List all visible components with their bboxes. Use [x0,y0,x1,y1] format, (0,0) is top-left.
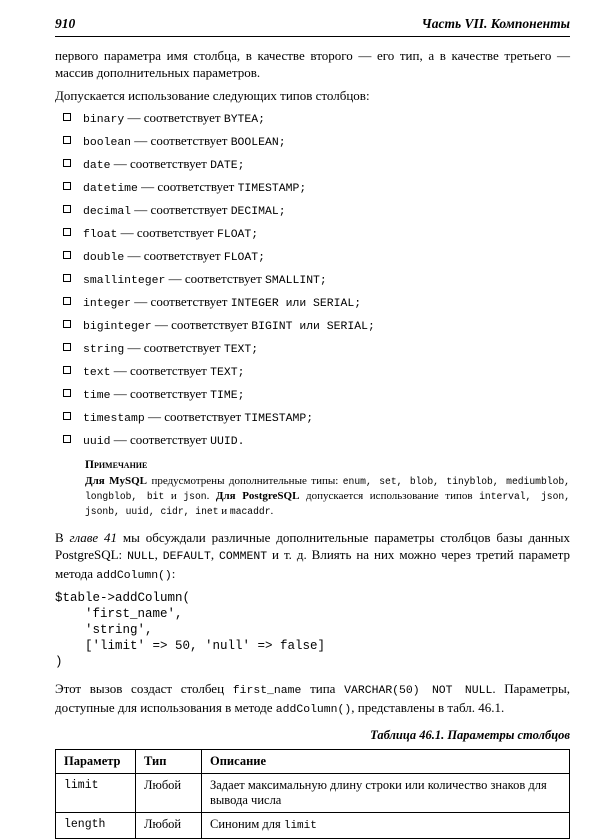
square-bullet-icon [63,389,71,397]
text-segment: COMMENT [219,550,268,563]
column-type-name: double [83,251,125,264]
list-item [63,109,570,128]
square-bullet-icon [63,182,71,190]
square-bullet-icon [63,228,71,236]
text-segment: и [164,490,184,502]
result-paragraph [55,680,570,718]
page-number: 910 [55,16,76,31]
column-type-target: TEXT; [210,366,245,379]
params-table [55,749,570,839]
text-segment: и т. д. Влиять на них можно через третий параметр метода [55,547,570,581]
column-type-target: TIME; [210,389,245,402]
text-segment: interval, json, jsonb, uuid, cidr, inet [85,491,571,517]
cell-description [202,774,570,813]
text-segment: addColumn() [275,703,352,716]
code-line: 'string', [55,623,153,637]
column-type-name: float [83,228,118,241]
text-segment: мы обсуждали различные дополнительные параметры столбцов базы данных PostgreSQL: [55,530,571,562]
list-item [63,339,570,358]
list-item [63,293,570,312]
column-type-target: SMALLINT; [265,274,327,287]
square-bullet-icon [63,343,71,351]
column-type-name: biginteger [83,320,152,333]
column-type-connector: — соответствует [131,202,231,217]
column-type-name: text [83,366,111,379]
chapter-ref-paragraph [55,529,570,584]
square-bullet-icon [63,274,71,282]
column-type-name: smallinteger [83,274,166,287]
column-type-target: TEXT; [223,343,259,356]
text-segment: Задает максимальную длину строки или количество знаков для вывода числа [210,778,547,807]
column-type-target: BIGINT или SERIAL; [251,320,375,333]
list-item [63,155,570,174]
text-segment: json [183,491,207,502]
column-type-name: boolean [83,136,132,149]
column-type-target: FLOAT; [223,251,266,264]
text-segment: addColumn() [96,569,172,582]
list-item [63,132,570,151]
note [85,458,570,519]
cell-param: limit [56,774,136,813]
column-type-connector: — соответствует [124,340,224,355]
list-item [63,201,570,220]
text-segment: first_name [232,684,302,697]
list-item [63,316,570,335]
column-type-connector: — соответствует [144,409,245,424]
square-bullet-icon [63,435,71,443]
list-item [63,385,570,404]
column-type-target: DECIMAL; [230,205,286,218]
square-bullet-icon [63,297,71,305]
text-segment: limit [283,820,317,832]
code-line: ) [55,655,63,669]
table-head [56,750,570,774]
text-segment: macaddr [229,506,271,517]
text-segment: . Параметры, доступные для использования в методе [55,681,571,715]
text-segment: . [270,505,274,517]
column-type-connector: — соответствует [110,156,211,171]
column-type-connector: — соответствует [110,432,211,447]
table-header-cell: Тип [136,750,202,774]
list-item [63,224,570,243]
note-title: Примечание [85,459,148,471]
intro-paragraph: первого параметра имя столбца, в качестве второго — его тип, а в качестве третьего — массив дополнительных параметров. [55,48,570,80]
cell-param: length [56,813,136,839]
text-segment: Для MySQL [85,475,148,487]
text-segment: допускается использование типов [299,490,480,502]
text-segment: DEFAULT [162,550,211,563]
text-segment: . [206,490,216,502]
text-segment: , представлены в табл. 46.1. [351,700,505,715]
column-type-target: BOOLEAN; [230,136,286,149]
table-row [56,813,570,839]
text-segment: главе 41 [69,530,118,545]
table-header-cell: Параметр [56,750,136,774]
table-header-cell: Описание [202,750,570,774]
text-segment: типа [301,681,345,696]
column-type-target: BYTEA; [223,113,266,126]
table-body [56,774,570,839]
column-type-name: decimal [83,205,132,218]
code-line: 'first_name', [55,607,183,621]
column-type-target: TIMESTAMP; [244,412,314,425]
column-type-name: datetime [83,182,138,195]
column-type-name: time [83,389,111,402]
text-segment: VARCHAR(50) NOT NULL [344,684,493,697]
square-bullet-icon [63,136,71,144]
code-line: $table->addColumn( [55,591,191,605]
text-segment: : [171,566,176,581]
list-item [63,362,570,381]
list-lead: Допускается использование следующих типов столбцов: [55,88,370,103]
column-type-name: string [83,343,125,356]
column-type-connector: — соответствует [124,110,224,125]
column-type-name: date [83,159,111,172]
column-type-connector: — соответствует [151,317,252,332]
text-segment: Синоним для [210,817,284,831]
text-segment: и [218,505,230,517]
cell-type: Любой [136,813,202,839]
text-segment: , [154,547,163,562]
column-type-name: binary [83,113,125,126]
code-block [55,590,570,670]
column-type-list [63,109,570,450]
table-header-row [56,750,570,774]
list-item [63,431,570,450]
square-bullet-icon [63,366,71,374]
list-item [63,247,570,266]
column-type-connector: — соответствует [137,179,238,194]
column-type-target: DATE; [210,159,245,172]
column-type-connector: — соответствует [110,386,211,401]
column-type-connector: — соответствует [131,133,231,148]
column-type-target: INTEGER или SERIAL; [230,297,362,310]
text-segment: Этот вызов создаст столбец [55,681,233,696]
text-segment: , [210,547,220,562]
text-segment: В [55,530,70,545]
column-type-connector: — соответствует [117,225,217,240]
note-body [85,474,570,519]
cell-description [202,813,570,839]
square-bullet-icon [63,412,71,420]
square-bullet-icon [63,205,71,213]
column-type-name: integer [83,297,132,310]
column-type-target: UUID. [210,435,245,448]
text-segment: Для PostgreSQL [215,490,300,502]
column-type-connector: — соответствует [131,294,231,309]
column-type-connector: — соответствует [110,363,211,378]
list-item [63,270,570,289]
square-bullet-icon [63,320,71,328]
column-type-name: timestamp [83,412,145,425]
cell-type: Любой [136,774,202,813]
list-item [63,178,570,197]
column-type-target: FLOAT; [216,228,259,241]
code-line: ['limit' => 50, 'null' => false] [55,639,326,653]
text-segment: NULL [127,550,155,563]
section-title: Часть VII. Компоненты [421,16,570,31]
list-item [63,408,570,427]
square-bullet-icon [63,113,71,121]
text-segment: предусмотрены дополнительные типы: [147,475,343,487]
table-caption: Таблица 46.1. Параметры столбцов [370,728,570,742]
column-type-target: TIMESTAMP; [237,182,307,195]
page-header [55,16,570,37]
table-row [56,774,570,813]
column-type-name: uuid [83,435,111,448]
text-segment: enum, set, blob, tinyblob, mediumblob, longblob, bit [85,476,570,502]
column-type-connector: — соответствует [165,271,266,286]
square-bullet-icon [63,251,71,259]
column-type-connector: — соответствует [124,248,224,263]
square-bullet-icon [63,159,71,167]
